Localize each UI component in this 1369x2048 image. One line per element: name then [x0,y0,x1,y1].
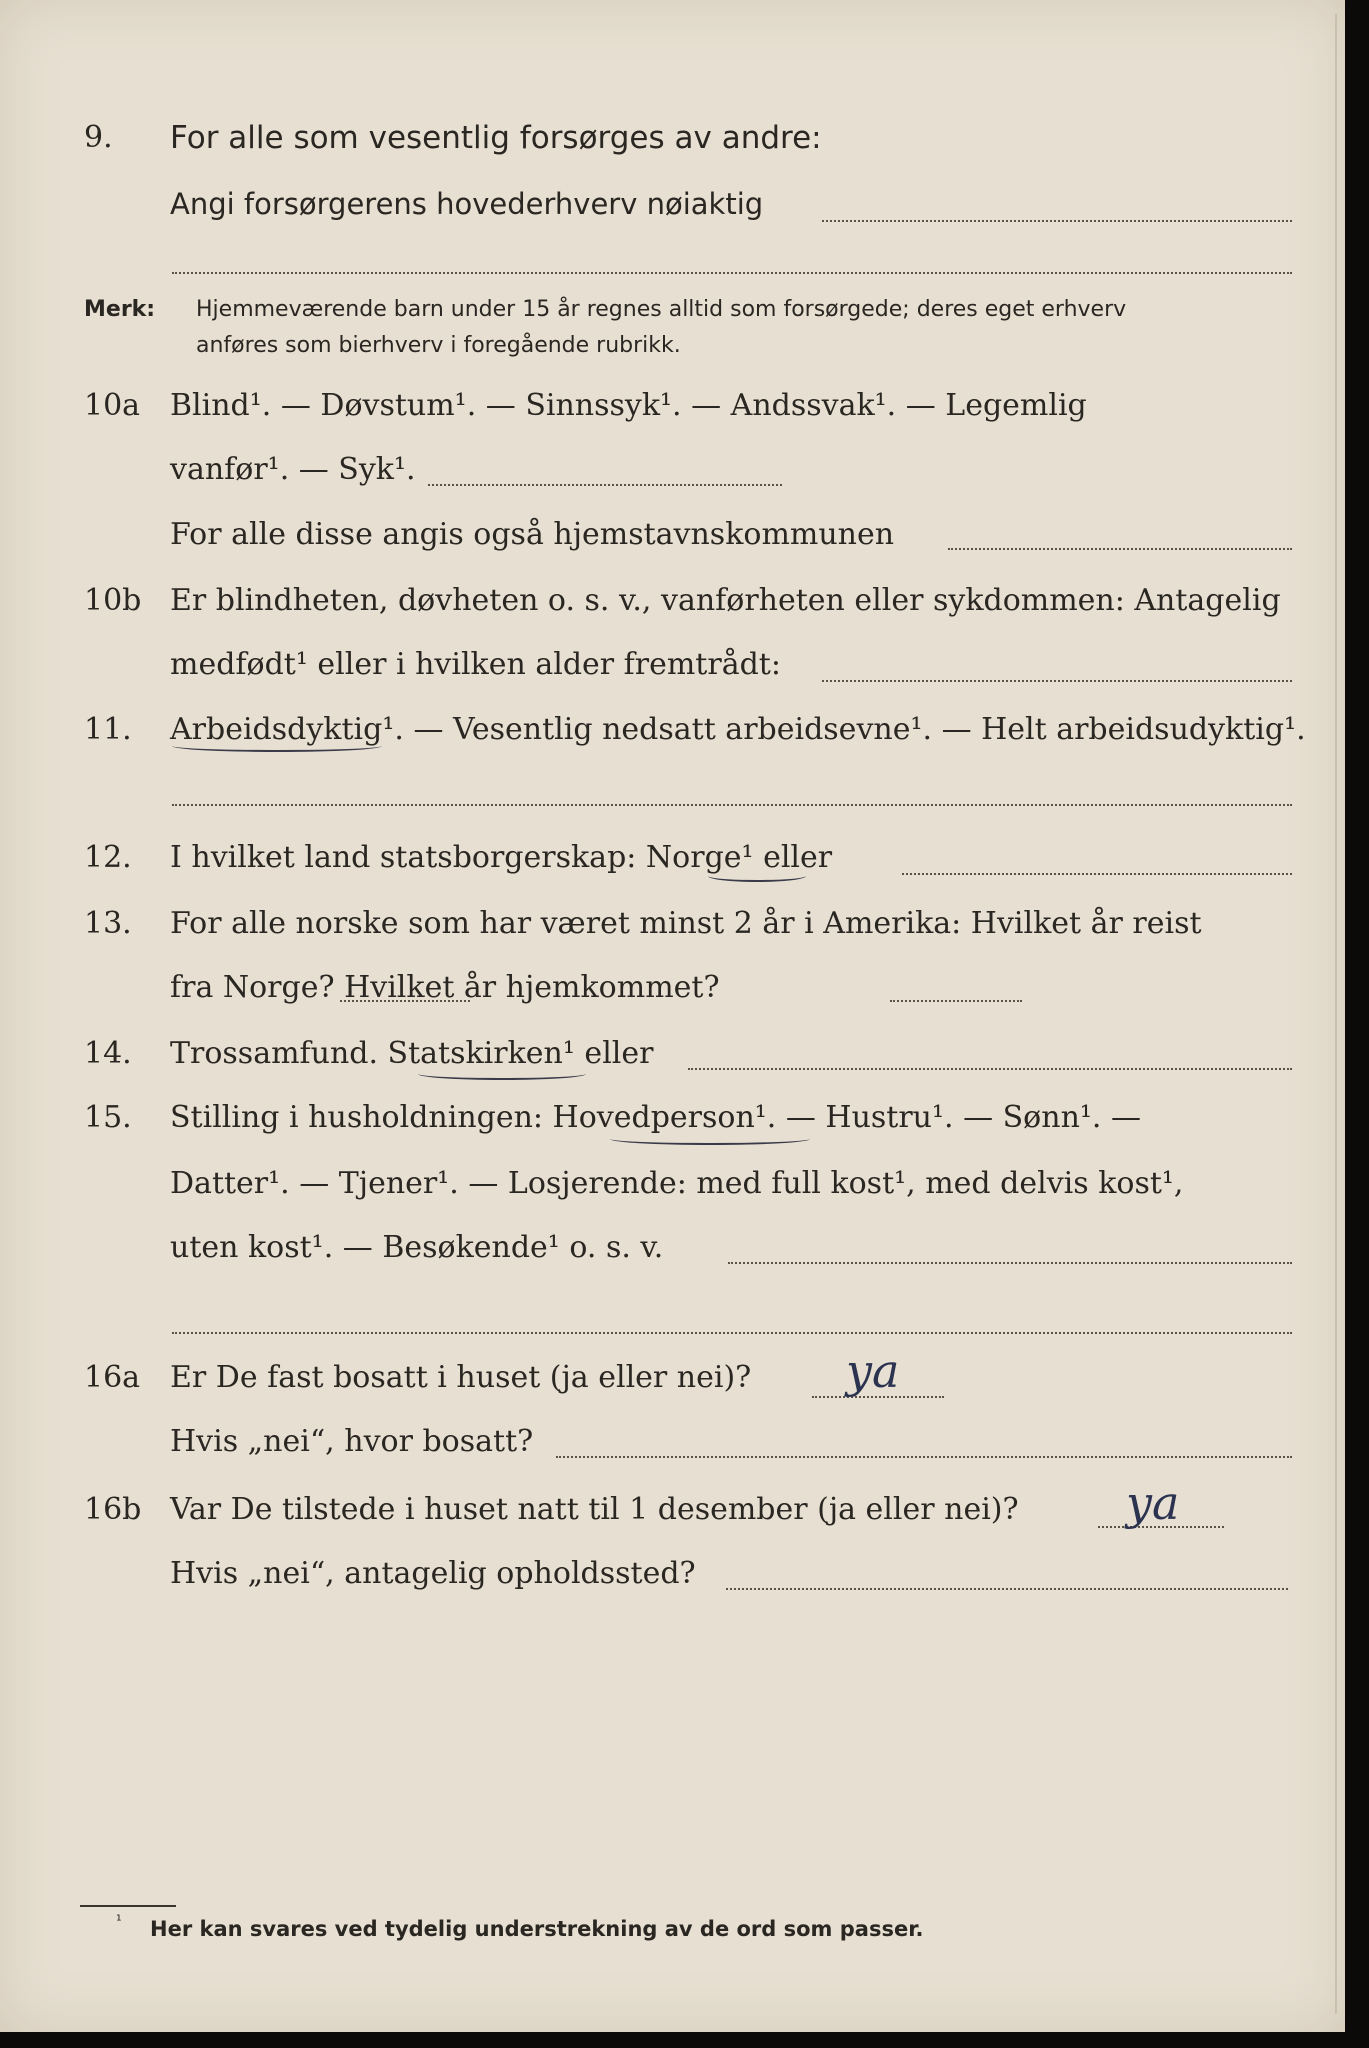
item-10a-line-1: Blind¹. — Døvstum¹. — Sinnssyk¹. — Andssvak¹. — Legemlig [170,388,1087,423]
answer-line [890,1000,1022,1002]
item-number-16b: 16b [84,1492,142,1527]
item-number-16a: 16a [84,1360,141,1395]
item-number-12: 12. [84,840,132,875]
answer-line [340,1000,470,1002]
answer-line [688,1068,1292,1070]
item-16b-line-1: Var De tilstede i huset natt til 1 desember (ja eller nei)? [170,1492,1019,1527]
item-16a-line-2: Hvis „nei“, hvor bosatt? [170,1424,534,1459]
handwritten-underline [172,742,382,752]
item-16b-line-2: Hvis „nei“, antagelig opholdssted? [170,1556,696,1591]
answer-line [172,272,1292,274]
answer-line [726,1588,1288,1590]
footnote-rule [80,1905,176,1907]
note-line-1: Hjemmeværende barn under 15 år regnes alltid som forsørgede; deres eget erhverv [196,297,1127,322]
item-10a-line-3: For alle disse angis også hjemstavnskommunen [170,517,895,552]
item-14-line-1: Trossamfund. Statskirken¹ eller [170,1036,654,1071]
item-11-line-1: Arbeidsdyktig¹. — Vesentlig nedsatt arbeidsevne¹. — Helt arbeidsudyktig¹. [170,712,1306,747]
item-12-line-1: I hvilket land statsborgerskap: Norge¹ eller [170,840,833,875]
item-10b-line-2: medfødt¹ eller i hvilken alder fremtrådt: [170,647,781,682]
handwritten-answer-16a: ya [846,1344,900,1398]
item-10b-line-1: Er blindheten, døvheten o. s. v., vanførheten eller sykdommen: Antagelig [170,583,1281,618]
item-number-11: 11. [84,712,132,747]
answer-line [948,548,1292,550]
item-15-line-1: Stilling i husholdningen: Hovedperson¹. — Hustru¹. — Sønn¹. — [170,1100,1141,1135]
page-edge [1335,14,1337,2014]
note-line-2: anføres som bierhverv i foregående rubrikk. [196,333,681,358]
item-9-line-1: For alle som vesentlig forsørges av andre: [170,120,822,156]
handwritten-underline [418,1070,586,1080]
answer-line [822,220,1292,222]
answer-line [902,873,1292,875]
answer-line [822,680,1292,682]
answer-line [172,804,1292,806]
note-label: Merk: [84,297,156,322]
footnote-marker: ¹ [116,1913,122,1929]
item-16a-line-1: Er De fast bosatt i huset (ja eller nei)? [170,1360,752,1395]
item-number-13: 13. [84,906,132,941]
answer-line [728,1262,1292,1264]
item-9-line-2: Angi forsørgerens hovederhverv nøiaktig [170,187,764,221]
item-13-line-2: fra Norge? Hvilket år hjemkommet? [170,970,720,1005]
handwritten-underline [708,872,806,882]
item-number-9: 9. [84,120,113,155]
answer-line [428,484,782,486]
item-10a-line-2: vanfør¹. — Syk¹. [170,452,416,487]
answer-line [556,1456,1292,1458]
item-number-14: 14. [84,1036,132,1071]
handwritten-underline [610,1134,810,1145]
answer-line [172,1332,1292,1334]
item-15-line-2: Datter¹. — Tjener¹. — Losjerende: med full kost¹, med delvis kost¹, [170,1166,1184,1201]
item-13-line-1: For alle norske som har været minst 2 år i Amerika: Hvilket år reist [170,906,1202,941]
item-number-10a: 10a [84,388,141,423]
item-15-line-3: uten kost¹. — Besøkende¹ o. s. v. [170,1230,664,1265]
item-number-15: 15. [84,1100,132,1135]
footnote-text: Her kan svares ved tydelig understrekning av de ord som passer. [150,1917,924,1941]
handwritten-answer-16b: ya [1126,1476,1180,1530]
item-number-10b: 10b [84,583,142,618]
